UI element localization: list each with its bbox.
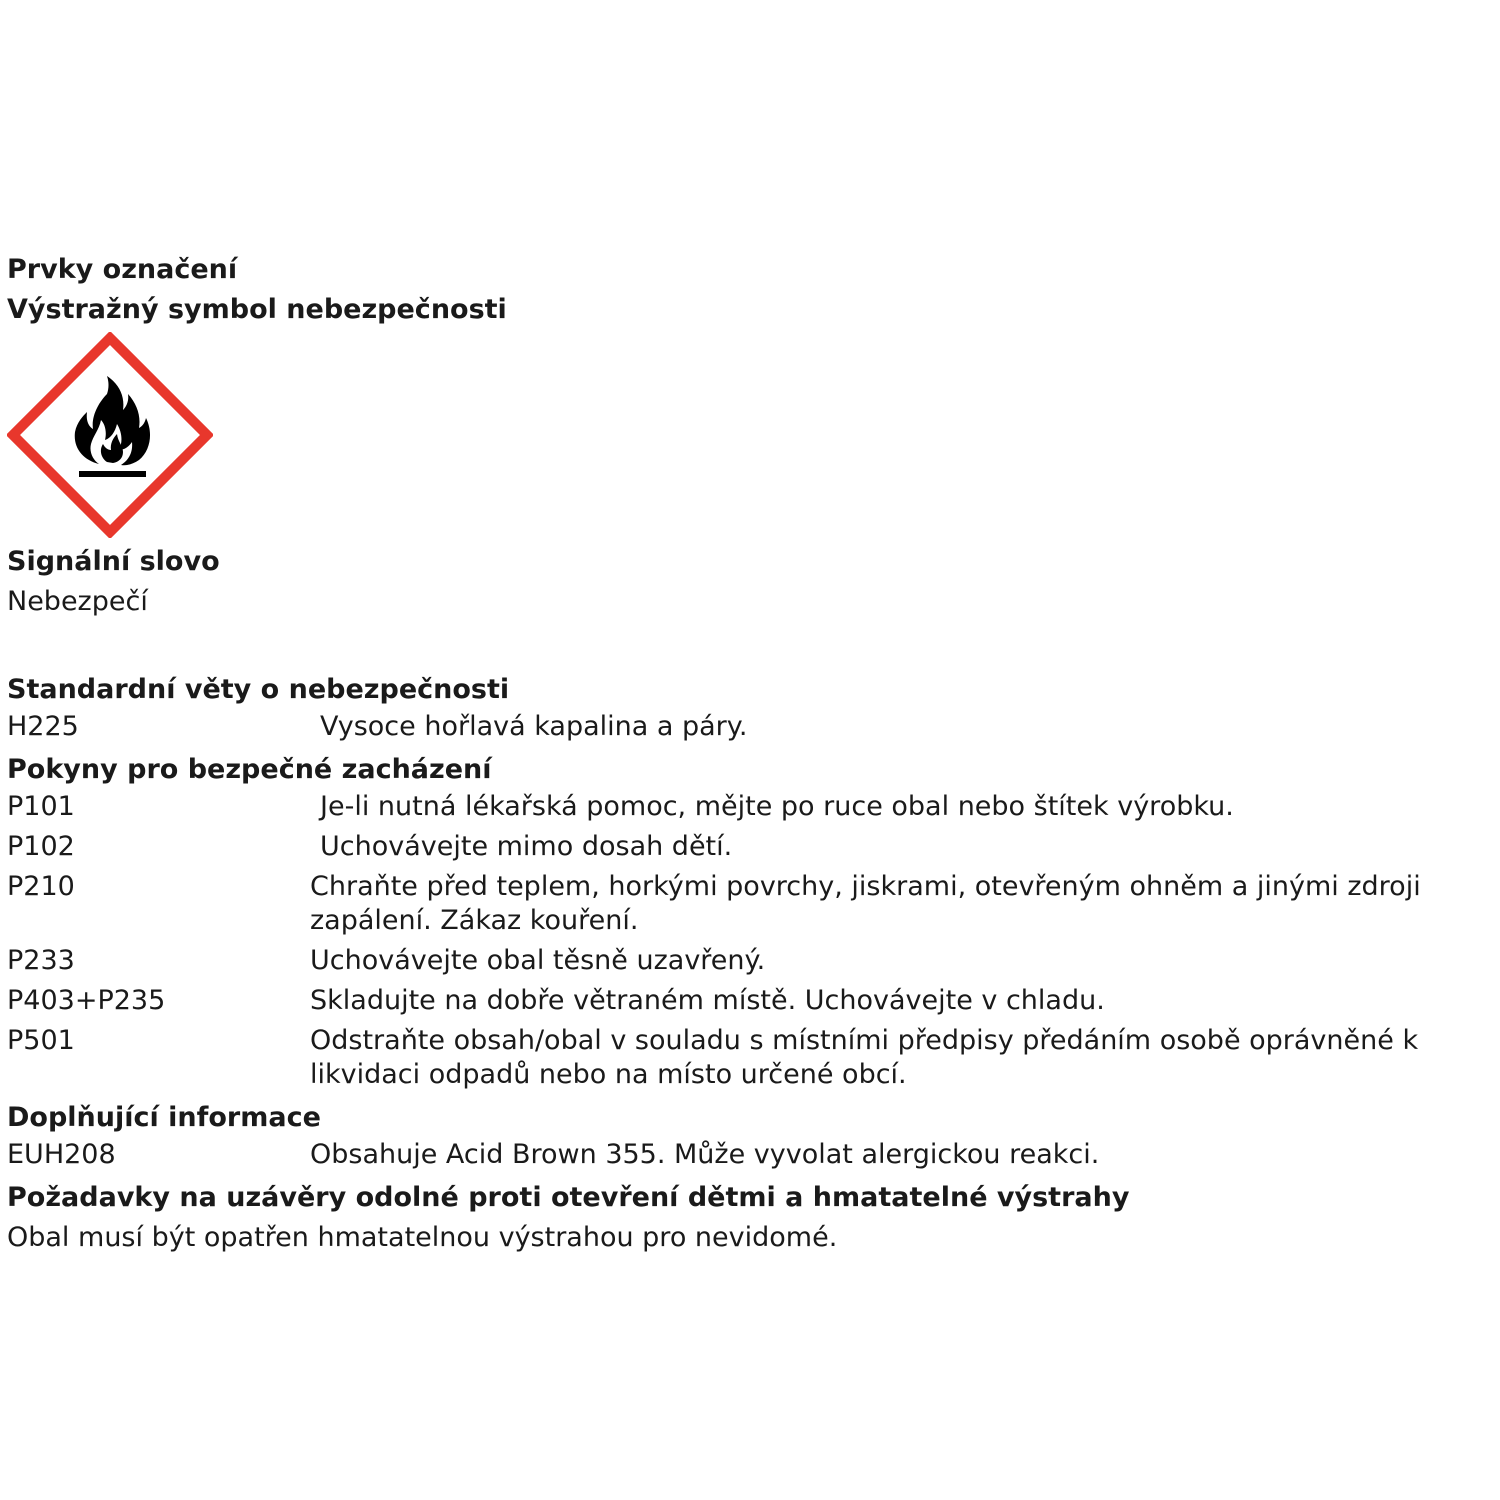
statement-text: Obsahuje Acid Brown 355. Může vyvolat alergickou reakci. [310, 1139, 1100, 1170]
statement-code: P403+P235 [7, 985, 166, 1016]
supplementary-statement-row [7, 1138, 1487, 1172]
precautionary-statement-row [7, 830, 1487, 864]
statement-text: Skladujte na dobře větraném místě. Uchovávejte v chladu. [310, 985, 1105, 1016]
statement-text: Uchovávejte obal těsně uzavřený. [310, 945, 766, 976]
heading-supplementary-info: Doplňující informace [7, 1102, 321, 1133]
statement-code: P101 [7, 791, 75, 822]
precautionary-statement-row [7, 1024, 1487, 1092]
heading-hazard-pictogram: Výstražný symbol nebezpečnosti [7, 294, 507, 325]
heading-precautionary-statements: Pokyny pro bezpečné zacházení [7, 754, 492, 785]
precautionary-statement-row [7, 870, 1487, 938]
statement-text: Uchovávejte mimo dosah dětí. [320, 831, 733, 862]
heading-label-elements: Prvky označení [7, 254, 238, 285]
signal-word-value: Nebezpečí [7, 586, 148, 617]
statement-code: P233 [7, 945, 75, 976]
label-elements-section [7, 250, 1487, 1258]
ghs02-flame-icon [7, 332, 213, 538]
hazard-statement-row [7, 710, 1487, 744]
statement-code: P501 [7, 1025, 75, 1056]
heading-hazard-statements: Standardní věty o nebezpečnosti [7, 674, 510, 705]
statement-code: EUH208 [7, 1139, 116, 1170]
precautionary-statement-row [7, 944, 1487, 978]
heading-signal-word: Signální slovo [7, 546, 220, 577]
statement-code: H225 [7, 711, 79, 742]
child-resistant-text: Obal musí být opatřen hmatatelnou výstrahou pro nevidomé. [7, 1222, 838, 1253]
precautionary-statement-row [7, 984, 1487, 1018]
statement-code: P102 [7, 831, 75, 862]
statement-text: Vysoce hořlavá kapalina a páry. [320, 711, 748, 742]
statement-text: Odstraňte obsah/obal v souladu s místními předpisy předáním osobě oprávněné k likvidaci odpadů nebo na místo určené obcí. [310, 1025, 1419, 1090]
statement-text: Je-li nutná lékařská pomoc, mějte po ruce obal nebo štítek výrobku. [320, 791, 1234, 822]
precautionary-statement-row [7, 790, 1487, 824]
heading-child-resistant: Požadavky na uzávěry odolné proti otevření dětmi a hmatatelné výstrahy [7, 1182, 1130, 1213]
statement-text: Chraňte před teplem, horkými povrchy, jiskrami, otevřeným ohněm a jinými zdroji zapálení. Zákaz kouření. [310, 871, 1421, 936]
statement-code: P210 [7, 871, 75, 902]
